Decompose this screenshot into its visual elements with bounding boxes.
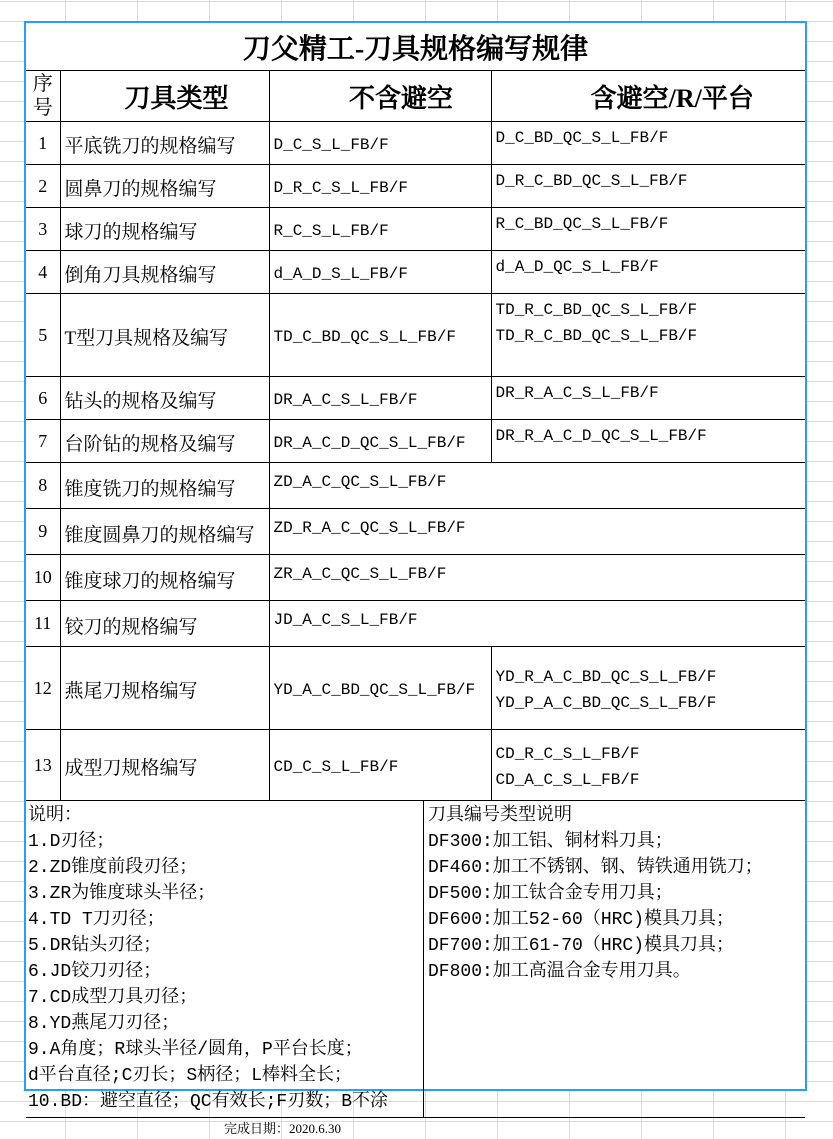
code-without-clearance-cell[interactable] [269, 294, 491, 377]
notes-tool-code-types[interactable] [424, 801, 805, 1117]
code-with-clearance: DR_R_A_C_D_QC_S_L_FB/F [496, 423, 806, 449]
code-merged-cell[interactable] [269, 509, 805, 555]
page-title: 刀父精工-刀具规格编写规律 [243, 34, 588, 65]
header-type: 刀具类型 [124, 84, 228, 113]
code-with-clearance-cell[interactable] [491, 420, 805, 463]
table-row [26, 555, 805, 601]
code-with-clearance: d_A_D_QC_S_L_FB/F [496, 254, 806, 280]
code-with-clearance-cell[interactable] [491, 730, 805, 801]
row-number: 10 [34, 567, 52, 587]
row-number: 4 [38, 262, 47, 282]
notes-area [26, 801, 805, 1117]
tool-type-cell[interactable] [60, 420, 269, 463]
tool-type: 成型刀规格编写 [65, 758, 198, 779]
table-row [26, 377, 805, 420]
row-number: 2 [38, 176, 47, 196]
row-number: 9 [38, 521, 47, 541]
note-line: 3.ZR为锥度球头半径； [28, 881, 423, 907]
row-number: 12 [34, 678, 52, 698]
code-with-clearance: CD_R_C_S_L_FB/F [496, 741, 806, 767]
code-without-clearance: YD_A_C_BD_QC_S_L_FB/F [274, 681, 476, 699]
tool-type: 锥度圆鼻刀的规格编写 [65, 525, 255, 546]
note-line: 2.ZD锥度前段刃径； [28, 855, 423, 881]
tool-type: 锥度球刀的规格编写 [65, 571, 236, 592]
code-with-clearance: TD_R_C_BD_QC_S_L_FB/F [496, 297, 806, 323]
code-with-clearance-cell[interactable] [491, 122, 805, 165]
code-with-clearance: YD_P_A_C_BD_QC_S_L_FB/F [496, 690, 806, 716]
code-without-clearance: D_R_C_S_L_FB/F [274, 179, 408, 197]
row-number-cell[interactable] [26, 122, 60, 165]
tool-type-cell[interactable] [60, 647, 269, 730]
row-number-cell[interactable] [26, 647, 60, 730]
code-without-clearance: DR_A_C_D_QC_S_L_FB/F [274, 434, 466, 452]
tool-type-cell[interactable] [60, 377, 269, 420]
tool-type: 球刀的规格编写 [65, 222, 198, 243]
row-number-cell[interactable] [26, 555, 60, 601]
tool-type-cell[interactable] [60, 555, 269, 601]
table-row [26, 730, 805, 801]
code-with-clearance: DR_R_A_C_S_L_FB/F [496, 380, 806, 406]
table-row [26, 122, 805, 165]
table-row [26, 251, 805, 294]
note-line: 10.BD：避空直径；QC有效长;F刃数；B不涂 [28, 1089, 423, 1115]
tool-spec-table [26, 23, 805, 1139]
code-with-clearance: D_R_C_BD_QC_S_L_FB/F [496, 168, 806, 194]
row-number: 13 [34, 755, 52, 775]
notes-cell [26, 801, 805, 1118]
code-with-clearance-cell[interactable] [491, 377, 805, 420]
code-without-clearance: DR_A_C_S_L_FB/F [274, 391, 418, 409]
header-type-cell[interactable] [60, 71, 269, 122]
code-without-clearance-cell[interactable] [269, 208, 491, 251]
code-with-clearance: D_C_BD_QC_S_L_FB/F [496, 125, 806, 151]
table-row [26, 509, 805, 555]
code-with-clearance-cell[interactable] [491, 251, 805, 294]
note-line: 4.TD T刀刃径； [28, 907, 423, 933]
tool-type: 燕尾刀规格编写 [65, 681, 198, 702]
notes-row [26, 801, 805, 1118]
tool-type-cell[interactable] [60, 122, 269, 165]
table-row [26, 463, 805, 509]
code-with-clearance: TD_R_C_BD_QC_S_L_FB/F [496, 323, 806, 349]
header-row [26, 71, 805, 122]
code-merged: JD_A_C_S_L_FB/F [274, 611, 418, 629]
code-merged: ZR_A_C_QC_S_L_FB/F [274, 565, 447, 583]
code-without-clearance: D_C_S_L_FB/F [274, 136, 389, 154]
code-without-clearance-cell[interactable] [269, 251, 491, 294]
header-num-cell[interactable] [26, 71, 60, 122]
footer-row [26, 1118, 805, 1139]
completion-date: 完成日期：2020.6.30 [224, 1121, 341, 1136]
tool-type-cell[interactable] [60, 730, 269, 801]
code-without-clearance-cell[interactable] [269, 165, 491, 208]
row-number-cell[interactable] [26, 208, 60, 251]
note-line: 1.D刃径； [28, 829, 423, 855]
footer-cell[interactable] [26, 1118, 805, 1139]
note-line: 8.YD燕尾刀刃径； [28, 1011, 423, 1037]
notes-tool-code-title: 刀具编号类型说明 [428, 803, 805, 829]
table-row [26, 420, 805, 463]
table-row [26, 647, 805, 730]
notes-explanation[interactable] [26, 801, 424, 1117]
code-merged: ZD_R_A_C_QC_S_L_FB/F [274, 519, 466, 537]
note-line: 7.CD成型刀具刃径； [28, 985, 423, 1011]
row-number-cell[interactable] [26, 509, 60, 555]
tool-type: 圆鼻刀的规格编写 [65, 179, 217, 200]
code-without-clearance-cell[interactable] [269, 647, 491, 730]
code-without-clearance: R_C_S_L_FB/F [274, 222, 389, 240]
tool-type: 铰刀的规格编写 [65, 617, 198, 638]
note-line: 6.JD铰刀刃径； [28, 959, 423, 985]
code-without-clearance: TD_C_BD_QC_S_L_FB/F [274, 328, 456, 346]
tool-type: 锥度铣刀的规格编写 [65, 479, 236, 500]
code-with-clearance-cell[interactable] [491, 294, 805, 377]
table-row [26, 165, 805, 208]
table-row [26, 294, 805, 377]
row-number: 8 [38, 475, 47, 495]
code-without-clearance-cell[interactable] [269, 122, 491, 165]
table-row [26, 208, 805, 251]
code-with-clearance-cell[interactable] [491, 647, 805, 730]
row-number-cell[interactable] [26, 294, 60, 377]
note-line: 9.A角度；R球头半径/圆角，P平台长度； [28, 1037, 423, 1063]
header-without-clearance-cell[interactable] [269, 71, 491, 122]
code-without-clearance-cell[interactable] [269, 730, 491, 801]
code-without-clearance-cell[interactable] [269, 420, 491, 463]
row-number-cell[interactable] [26, 251, 60, 294]
note-line: DF300:加工铝、铜材料刀具； [428, 829, 805, 855]
row-number: 3 [38, 219, 47, 239]
tool-type-cell[interactable] [60, 601, 269, 647]
row-number-cell[interactable] [26, 730, 60, 801]
title-cell[interactable] [26, 23, 805, 71]
note-line: DF700:加工61-70（HRC)模具刀具； [428, 933, 805, 959]
code-merged-cell[interactable] [269, 463, 805, 509]
tool-type-cell[interactable] [60, 165, 269, 208]
code-with-clearance-cell[interactable] [491, 208, 805, 251]
row-number: 11 [34, 613, 51, 633]
code-with-clearance: R_C_BD_QC_S_L_FB/F [496, 211, 806, 237]
tool-type-cell[interactable] [60, 509, 269, 555]
tool-type: 钻头的规格及编写 [65, 391, 217, 412]
header-without-clearance: 不含避空 [349, 84, 453, 113]
code-merged: ZD_A_C_QC_S_L_FB/F [274, 473, 447, 491]
note-line: 5.DR钻头刃径； [28, 933, 423, 959]
row-number: 6 [38, 388, 47, 408]
code-merged-cell[interactable] [269, 555, 805, 601]
code-without-clearance: d_A_D_S_L_FB/F [274, 265, 408, 283]
note-line: d平台直径;C刃长；S柄径；L棒料全长； [28, 1063, 423, 1089]
note-line: DF800:加工高温合金专用刀具。 [428, 959, 805, 985]
table-row [26, 601, 805, 647]
header-with-clearance-cell[interactable] [491, 71, 805, 122]
row-number-cell[interactable] [26, 377, 60, 420]
row-number: 1 [38, 133, 47, 153]
tool-type: 平底铣刀的规格编写 [65, 136, 236, 157]
code-merged-cell[interactable] [269, 601, 805, 647]
tool-type: T型刀具规格及编写 [65, 328, 229, 349]
row-number-cell[interactable] [26, 165, 60, 208]
tool-type: 倒角刀具规格编写 [65, 265, 217, 286]
code-with-clearance: CD_A_C_S_L_FB/F [496, 767, 806, 793]
row-number: 7 [38, 431, 47, 451]
note-line: DF460:加工不锈钢、钢、铸铁通用铣刀； [428, 855, 805, 881]
row-number-cell[interactable] [26, 463, 60, 509]
tool-type-cell[interactable] [60, 294, 269, 377]
code-without-clearance: CD_C_S_L_FB/F [274, 758, 399, 776]
header-num: 序号 [33, 73, 53, 119]
tool-type-cell[interactable] [60, 208, 269, 251]
notes-explanation-title: 说明： [28, 803, 423, 829]
note-line: DF600:加工52-60（HRC)模具刀具； [428, 907, 805, 933]
tool-type-cell[interactable] [60, 251, 269, 294]
tool-type-cell[interactable] [60, 463, 269, 509]
row-number-cell[interactable] [26, 601, 60, 647]
title-row [26, 23, 805, 71]
code-without-clearance-cell[interactable] [269, 377, 491, 420]
spec-table-sheet [24, 21, 807, 1091]
row-number-cell[interactable] [26, 420, 60, 463]
note-line: DF500:加工钛合金专用刀具； [428, 881, 805, 907]
header-with-clearance: 含避空/R/平台 [591, 84, 754, 113]
code-with-clearance-cell[interactable] [491, 165, 805, 208]
code-with-clearance: YD_R_A_C_BD_QC_S_L_FB/F [496, 664, 806, 690]
tool-type: 台阶钻的规格及编写 [65, 434, 236, 455]
row-number: 5 [38, 325, 47, 345]
